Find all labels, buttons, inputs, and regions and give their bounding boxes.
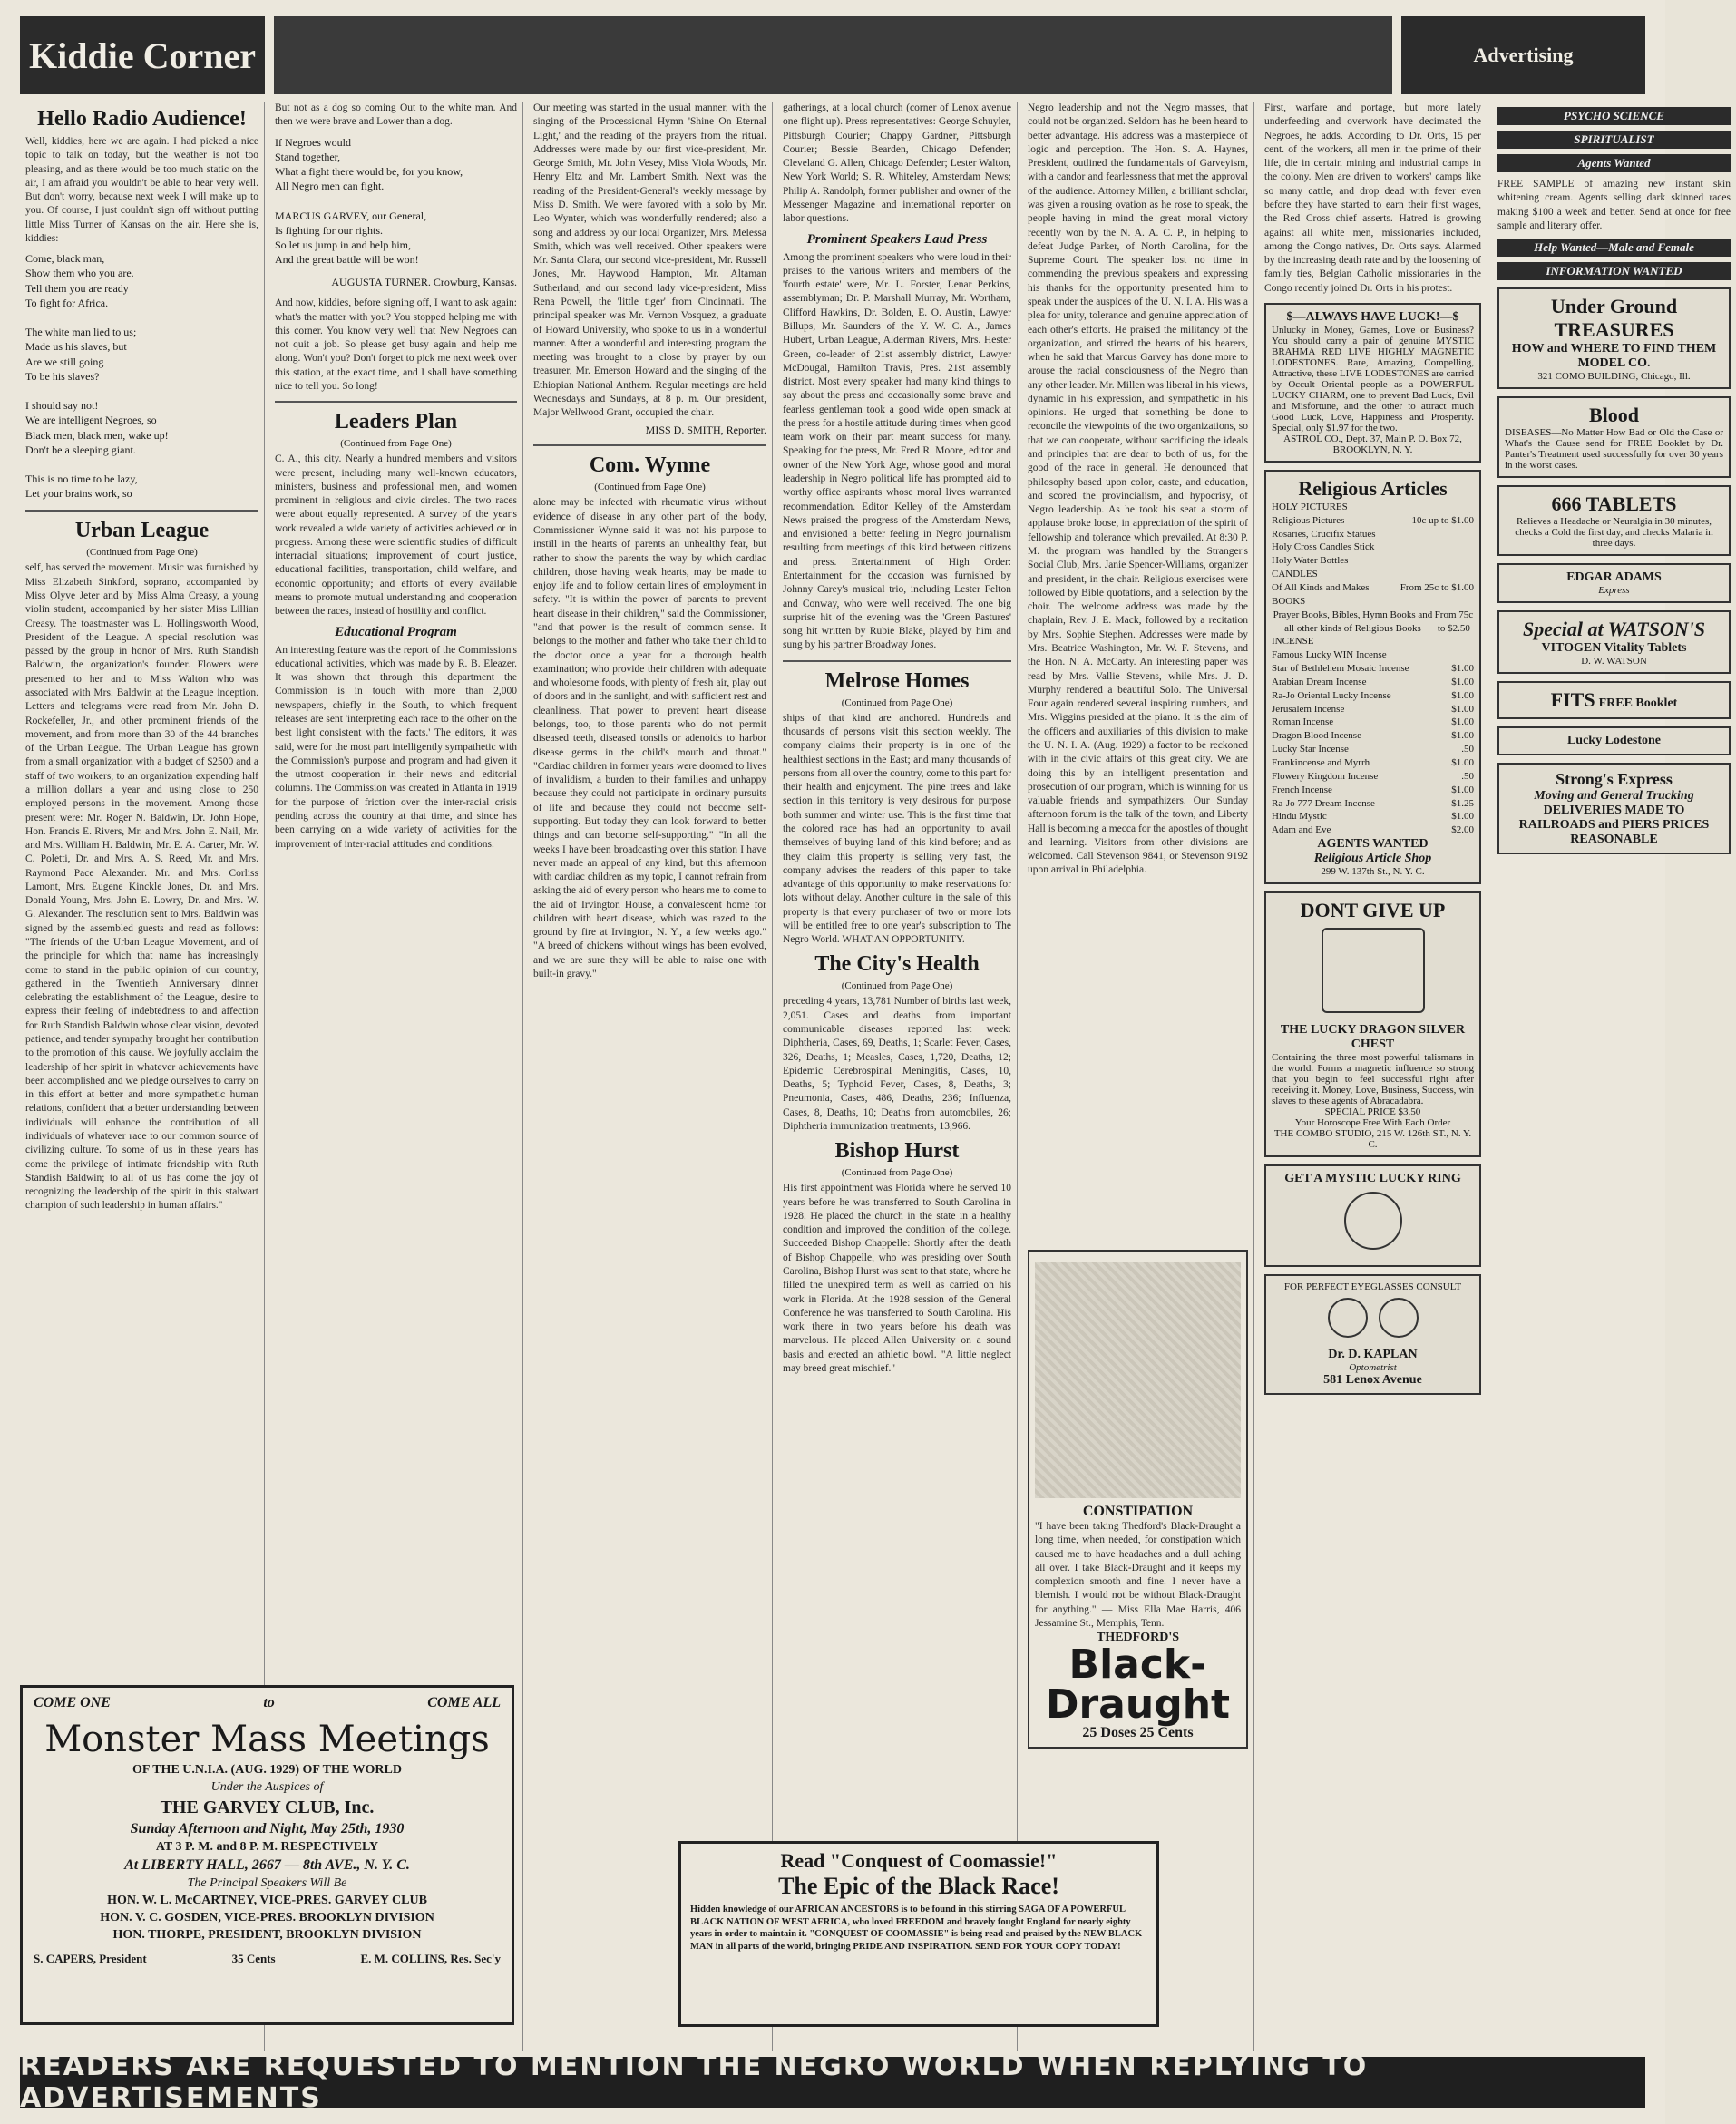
column-5: [1022, 102, 1254, 2051]
column-7: [1492, 102, 1736, 2051]
ad-body: DELIVERIES MADE TO RAILROADS and PIERS PRICES REASONABLE: [1518, 804, 1710, 847]
conquest-line1: Read "Conquest of Coomassie!": [780, 1849, 1058, 1872]
consult: FOR PERFECT EYEGLASSES CONSULT: [1283, 1281, 1462, 1293]
item-price: $2.00: [1451, 824, 1474, 836]
city-health-headline: The City's Health: [814, 952, 980, 977]
kiddie-corner-title: Kiddie Corner: [20, 16, 265, 94]
press-headline: Prominent Speakers Laud Press: [806, 231, 988, 247]
poem-line: Stand together,: [275, 150, 341, 163]
poem-signature: AUGUSTA TURNER. Crowburg, Kansas.: [331, 276, 517, 289]
price-row: [1272, 756, 1474, 770]
doctor-name: Dr. D. KAPLAN: [1328, 1348, 1418, 1362]
wynne-headline: Com. Wynne: [589, 453, 711, 478]
item-name: Rosaries, Crucifix Statues: [1272, 528, 1376, 540]
uni-meeting-body: Negro leadership and not the Negro masses, that could not be organized. Seldom has he been heard to better advantage. His address was a masterpiece of logic and perception. The Hon. S. A. Haynes, President, outlined the fundamentals of Garveyism, with a candor and fearlessness that met the approval of the audience. Attorney Millen, a brilliant scholar, was given a rousing ovation as he rose to speak, the people having in mind the great moral victory recently won by the N. A. A. C. P., in helping to defeat Judge Parker, of North Carolina, for the Supreme Court. The speaker lost no time in commending the previous speakers and expressing his thanks for the opportunity presented him to speak under the auspices of the U. N. I. A. His was a plea for unity, tolerance and genuine appreciation of each other's efforts. He praised the militancy of the organization, and stirred the hearts of his hearers, when he said that Marcus Garvey has done more to arouse the racial consciousness of the Negro than any other leader. Mr. Millen was liberal in his views, dynamic in his expression, and sympathetic in his opinions. He urged that something be done to reconcile the viewpoints of the two organizations, so that we can cooperate, without sacrificing the ideals and principles that are dear to both of us, for the good of the race in general. He denounced that philosophy based upon color, caste, and education, and scored the provincialism, and hypocrisy, of Negro leadership. As he took his seat a storm of applause broke loose, in appreciation of the spirit of fellowship and tolerance which prevailed. At 8:30 P. M. the program was handled by the Stranger's Social Club, Mrs. Janie Spencer-Williams, organizer and president, in the chair. Religious exercises were followed by Bible quotations, and a selection by the choir. The welcome address was made by the chaplain, Rev. J. E. Mack, followed by a recitation by Mrs. Sophie Stephen. Addresses were made by Mrs. Beatrice Washington, Mr. W. F. Stevens, and the Hon. N. A. McCarty. An interesting paper was read by Mrs. Vallie Stevens, while Mrs. J. D. Murphy rendered a beautiful Solo. The Universal Four again rendered several inspiring numbers, and Mrs. Wiggins presided at the piano. It is the aim of the officers and auxiliaries of this division to make the U. N. I. A. (Aug. 1929) a factor to be reckoned with in the civic affairs of this great city. We are doing this by an intelligent presentation and prosecution of our program, which is winning for us valuable friends and sympathizers. Our Sunday afternoon forum is the talk of the town, and Liberty Hall is becoming a mecca for the apostles of thought and learning. Visitors from other divisions are welcomed. Call Stevenson 9841, or Stevenson 9192 upon arrival in Philadelphia.: [1028, 102, 1248, 876]
event-place: At LIBERTY HALL, 2667 — 8th AVE., N. Y. C.: [124, 1857, 410, 1873]
column-6: [1259, 102, 1487, 2051]
poem-line: [25, 384, 258, 398]
item-name: Ra-Jo 777 Dream Incense: [1272, 797, 1375, 809]
information-header: INFORMATION WANTED: [1497, 262, 1731, 280]
wynne-body: alone may be infected with rheumatic virus without evidence of disease in any other part of the body, Commissioner Wynne said it was not his purpose to instill in the hearts of parents an unhealthy fear, but rather to show the parents the way by which cardiac children, those having weak hearts, may be made to enjoy life and to follow certain lines of employment in safety. "It is within the power of parents to prevent heart disease in their children," said the Commissioner, "and that power is the result of common sense. It belongs to the mother and father who take their child to the doctor once a year for a thorough health examination; who provide their children with adequate and wholesome foods, with plenty of fresh air, play out of doors and in the sunlight, and with sufficient rest and cleanliness. That power to prevent heart disease belongs, too, to those parents who do not permit diseased teeth, diseased tonsils or adenoids to harbor disease germs in the child's mouth and throat." "Cardiac children in former years were doomed to lives of invalidism, a burden to their families and unhappy because they could not participate in ordinary pursuits of life and because they could not become self-supporting. But today they can look forward to better things and can become self-supporting." "In all the weeks I have been broadcasting over this station I have never made an appeal of any kind, but this afternoon with cardiac children as my topic, I cannot refrain from asking the aid of every person who hears me to come to the aid of Irvington House, a convalescent home for children with heart disease, which was razed to the ground by fire at Irvington, N. Y., a few weeks ago." "A breed of chickens without wings has been evolved, and we are sure they will be able to raise one with built-in gravy.": [533, 497, 766, 980]
lucky-ring-ad: [1264, 1164, 1481, 1267]
item-price: $1.00: [1451, 811, 1474, 823]
item-price: $1.00: [1451, 716, 1474, 728]
price-row: [1272, 648, 1474, 662]
company: MODEL CO.: [1577, 356, 1651, 371]
ring-icon: [1344, 1192, 1402, 1250]
item-name: Flowery Kingdom Incense: [1272, 770, 1379, 782]
price-row: [1272, 729, 1474, 743]
continued-note: (Continued from Page One): [86, 547, 198, 559]
leaders-plan-body: C. A., this city. Nearly a hundred members and visitors were present, including many well-known educators, ministers, business and professional men, and women prominent in religious and civic circles. The two races were about equally represented. A survey of the year's work revealed a wide variety of activities achieved or in progress. Among these were scientific studies of difficult interracial situations; improvement of court justice, educational facilities, transportation, child welfare, and economic opportunity; and efforts of every available means to promote mutual understanding and cooperation between the races, instead of hostility and conflict.: [275, 453, 517, 618]
tablets-ad: [1497, 485, 1731, 556]
item-name: Religious Pictures: [1272, 514, 1345, 526]
lodestone-ad: [1497, 726, 1731, 755]
poem-line: So let us jump in and help him,: [275, 238, 411, 251]
ad-title: Special at WATSON'S: [1523, 618, 1705, 641]
conquest-body: Hidden knowledge of our AFRICAN ANCESTORS is to be found in this stirring SAGA OF A POWERFUL BLACK NATION OF WEST AFRICA, who loved FREEDOM and bravely fought England for nearly eighty years in order to maintain it. "CONQUEST OF COOMASSIE" is being read and praised by the NEW BLACK MAN in all parts of the world, bringing PRIDE AND INSPIRATION. SEND FOR YOUR COPY TODAY!: [690, 1905, 1143, 1952]
to-text: to: [263, 1695, 275, 1710]
masthead: [20, 16, 1645, 94]
press-gathering-body: gatherings, at a local church (corner of Lenox avenue one flight up). Press representatives: George Schuyler, Pittsburgh Courier; Chappy Gardner, Pittsburgh Courier; Bessie Bearden, Chicago Defender; Cleveland G. Allen, Chicago Defender; Lester Walton, New York World; S. R. Whiteley, Amsterdam News; Philip A. Randolph, former publisher and owner of the Messenger Magazine and international reporter on labor questions.: [783, 102, 1011, 225]
ad-sub: Express: [1598, 585, 1630, 597]
item-name: Lucky Star Incense: [1272, 744, 1349, 755]
educational-program-body: An interesting feature was the report of the Commission's educational activities, which was made by R. B. Eleazer. It was shown that through this department the Commission is in touch with more than 2,000 newspapers, chiefly in the South, to which frequent releases are sent 'interpreting each race to the other on the best light consistent with the facts.' The editors, it was said, were for the most part intelligently sympathetic with the Commission's purpose and program and had given it the utmost cooperation in their news and editorial columns. The Commission was created in Atlanta in 1919 for the purpose of friction over the inter-racial crisis pending across the country at that time, and since has been carrying on a wide variety of activities for the improvement of inter-racial attitudes and conditions.: [275, 644, 517, 850]
poem-line: Let your brains work, so: [25, 487, 132, 501]
divider: [783, 660, 1011, 662]
item-price: 10c up to $1.00: [1411, 514, 1474, 526]
poem-line: Tell them you are ready: [25, 281, 129, 295]
president: S. CAPERS, President: [34, 1952, 147, 1965]
item-name: Holy Cross Candles Stick: [1272, 541, 1375, 553]
ad-title: $—ALWAYS HAVE LUCK!—$: [1286, 309, 1459, 324]
urban-league-headline: Urban League: [74, 519, 210, 543]
come-all: COME ALL: [427, 1695, 501, 1710]
ad-title: 666 TABLETS: [1551, 492, 1677, 516]
item-price: $1.00: [1451, 703, 1474, 715]
ad-horoscope: Your Horoscope Free With Each Order: [1294, 1117, 1451, 1129]
poem-line: This is no time to be lazy,: [25, 473, 138, 486]
price-row: [1272, 568, 1474, 581]
hello-body: Well, kiddies, here we are again. I had picked a nice topic to talk on today, but the weather is not too pleasing, and as there would be too much static on the air, I am afraid you wouldn't be able to hear very well. But don't worry, because next week I will make up to you. Of course, I just couldn't sign off without putting little Miss Turner of Kansas on the air. Here she is, kiddies:: [25, 136, 258, 244]
dragon-icon: [1322, 928, 1425, 1013]
item-name: French Incense: [1272, 784, 1332, 795]
poem-line: All Negro men can fight.: [275, 180, 385, 193]
price-row: [1272, 689, 1474, 703]
poem-line: Made us his slaves, but: [25, 340, 127, 354]
speaker: HON. THORPE, PRESIDENT, BROOKLYN DIVISION: [112, 1928, 422, 1942]
doctor-role: Optometrist: [1349, 1362, 1397, 1374]
treasures-ad: [1497, 287, 1731, 389]
psycho-science-header: PSYCHO SCIENCE: [1497, 107, 1731, 125]
poem-line: [25, 310, 258, 325]
secretary: E. M. COLLINS, Res. Sec'y: [360, 1952, 501, 1965]
help-wanted-header: Help Wanted—Male and Female: [1497, 239, 1731, 257]
ad-body: Relieves a Headache or Neuralgia in 30 minutes, checks a Cold the first day, and checks Malaria in three days.: [1515, 516, 1713, 550]
advertising-title: Advertising: [1401, 16, 1645, 94]
price-row: [1272, 823, 1474, 837]
strongs-express-ad: [1497, 763, 1731, 854]
price-row: [1272, 501, 1474, 514]
price-row: [1272, 810, 1474, 823]
black-draught-ad: [1028, 1250, 1248, 1749]
ad-testimonial: "I have been taking Thedford's Black-Draught a long time, when needed, for constipation which caused me to have headaches and a dull aching all over. I take Black-Draught and it keeps my complexion smooth and fine. I never have a blemish. I would not be without Black-Draught for anything." — Miss Ella Mae Harris, 406 Jessamine St., Memphis, Tenn.: [1035, 1521, 1241, 1629]
item-name: Adam and Eve: [1272, 824, 1331, 836]
club-name: THE GARVEY CLUB, Inc.: [160, 1798, 375, 1817]
ad-price: SPECIAL PRICE $3.50: [1324, 1106, 1421, 1118]
poem-line: Are we still going: [25, 355, 104, 368]
item-name: BOOKS: [1272, 595, 1306, 607]
poem-line: And the great battle will be won!: [275, 253, 419, 267]
item-price: $1.00: [1451, 676, 1474, 687]
admission: 35 Cents: [231, 1952, 276, 1965]
item-name: Prayer Books, Bibles, Hymn Books and all other kinds of Religious Books: [1273, 609, 1433, 634]
item-name: Of All Kinds and Makes: [1272, 582, 1370, 593]
conquest-ad: [678, 1841, 1159, 2027]
ad-title: Strong's Express: [1556, 770, 1673, 789]
poem-line: What a fight there would be, for you know,: [275, 164, 463, 178]
meeting-report-body: Our meeting was started in the usual manner, with the singing of the Processional Hymn 'Shine On Eternal Light,' and the reading of the prayers from the ritual. Addresses were made by our first vice-president, Mr. George Smith, Mr. John Vesey, Miss Viola Woods, Mr. Henry Eltz and Mr. Lambert Smith. Next was the reading of the President-General's weekly message by Miss D. Smith. We were favored with a solo by Mr. Leo Wynter, which was wonderfully rendered; also a song and address by our local Organizer, Mrs. Melessa Smith, which was well received. Other speakers were Mr. Santa Clara, our second vice-president, Mr. Russell Jones, Mr. Haywood Hampton, Mr. Altaman Sutherland, and our second lady vice-president, Miss Rena Powell, the 'little tiger' from Cincinnati. The principal speaker was Mr. Vernon Vosquez, a graduate of Howard University, who spoke to us in a wonderful manner. After a wonderful and interesting program the meeting was brought to a close by prayer by our treasurer, Mr. Emerson Howard and the singing of the Ethiopian National Anthem. Regular meetings are held Wednesdays and Sundays, at 8 p. m. Our president, Major Wellwood Grant, occupied the chair.: [533, 102, 766, 419]
divider: [25, 510, 258, 512]
item-price: .50: [1461, 744, 1474, 755]
kaplan-ad: [1264, 1274, 1481, 1395]
poem-line: Is fighting for our rights.: [275, 223, 383, 237]
spiritualist-header: SPIRITUALIST: [1497, 131, 1731, 149]
bishop-hurst-body: His first appointment was Florida where he served 10 years before he was transferred to South Carolina in 1928. He placed the church in the state in a healthy condition and improved the condition of the college. Succeeded Bishop Chappelle: Shortly after the death of Bishop Chappelle, who was presiding over South Carolina, Bishop Hurst was sent to that state, where he filled the unexpired term as well as carried on his work in Florida. At the 1928 session of the General Conference he was transferred to South Carolina. His work there in two years before his death was marvelous. He placed Allen University on a sound basis and erected an athletic bowl. "A little neglect may breed great mischief.": [783, 1183, 1011, 1374]
price-row: [1272, 581, 1474, 595]
doctor-address: 581 Lenox Avenue: [1323, 1373, 1422, 1388]
shop-name: Religious Article Shop: [1313, 852, 1432, 866]
price-row: [1272, 541, 1474, 554]
ad-address: ASTROL CO., Dept. 37, Main P. O. Box 72, BROOKLYN, N. Y.: [1283, 433, 1462, 455]
price-row: [1272, 662, 1474, 676]
price-row: [1272, 554, 1474, 568]
poem-line: [25, 457, 258, 472]
poem-line: I should say not!: [25, 399, 99, 413]
watson-ad: [1497, 610, 1731, 674]
ad-address: THE COMBO STUDIO, 215 W. 126th ST., N. Y. C.: [1273, 1128, 1472, 1151]
item-price: From 75c to $2.50: [1434, 609, 1474, 634]
event-time: AT 3 P. M. and 8 P. M. RESPECTIVELY: [155, 1840, 379, 1854]
agents-body: FREE SAMPLE of amazing new instant skin whitening cream. Agents selling dark skinned races making $100 a week and better. Send at once for free sample and literary offer.: [1497, 179, 1731, 231]
ad-sub: Moving and General Trucking: [1534, 789, 1694, 804]
closing-note: And now, kiddies, before signing off, I want to ask again: what's the matter with you? You stopped helping me with this corner. You know very well that New Negroes can not quit a job. So please get busy again and help me along. Won't you? Don't forget to pick me next week over this station, at the exact time, and I shall have something nice to tell you. So long!: [275, 297, 517, 392]
adams-ad: [1497, 563, 1731, 603]
leaders-plan-headline: Leaders Plan: [334, 410, 458, 434]
speaker: HON. W. L. McCARTNEY, VICE-PRES. GARVEY CLUB: [107, 1894, 427, 1907]
educational-program-headline: Educational Program: [335, 624, 457, 639]
price-row: [1272, 743, 1474, 756]
price-row: [1272, 635, 1474, 648]
come-one: COME ONE: [34, 1695, 111, 1710]
poem-line: MARCUS GARVEY, our General,: [275, 209, 427, 222]
poem-line: Black men, black men, wake up!: [25, 428, 169, 442]
always-luck-ad: [1264, 303, 1481, 463]
ad-title: THE LUCKY DRAGON SILVER CHEST: [1280, 1023, 1466, 1052]
press-body: Among the prominent speakers who were loud in their praises to the various writers and members of the 'fourth estate' were, Mr. L. Forster, Lenar Perkins, assemblyman; Dr. P. Marshall Murray, Mr. Wortham, Clifford Hawkins, Dr. Bolden, E. O. Austin, Lawyer Billups, Mr. Saunders of the Y. W. C. A., James Hubert, Urban League, Alderman Rivers, Mrs. Hester Green, co-leader of 21st assembly district, Lawyer McDougal, Hamilton Travis, Pres. 21st assembly district. Most every speaker had many kind things to say about the press and occasionally some brave and fearless gentleman took a good wide open smack at the press for a hostile attitude during times when good team work on their part meant success for many. Speaking for the press, Mr. Fred R. Moore, editor and owner of the New York Age, whose good and moral leadership in Negro political life has prompted aid to worthy office aspirants whose moral lives warranted recommendation. Editor Kelley of the Amsterdam News praised the progress of the Amsterdam News, and envisioned a better feeling in Negro journalism resulting from meetings of this kind between citizens and press. Entertainment of High Order: Entertainment for the occasion was furnished by Johnny Carey's musical trio, including Lester Felton and Conway, who were well received. The one big surprise hit of the evening was the 'Green Pastures' song hit written by Rubie Blake, played by him and sung by his partner Broadway Jones.: [783, 251, 1011, 651]
poem-line: We are intelligent Negroes, so: [25, 414, 157, 427]
divider: [533, 444, 766, 446]
price-row: [1272, 676, 1474, 689]
masthead-band: [274, 16, 1392, 94]
poem-line: To fight for Africa.: [25, 296, 109, 309]
eyeglasses-icon: [1272, 1292, 1474, 1348]
ad-title: Religious Articles: [1298, 476, 1448, 500]
poem-line: [275, 193, 517, 208]
poem-1: [25, 251, 258, 501]
poem-line: Don't be a sleeping giant.: [25, 443, 136, 456]
ad-title: GET A MYSTIC LUCKY RING: [1284, 1172, 1461, 1186]
price-list: [1272, 501, 1474, 837]
item-price: $1.00: [1451, 663, 1474, 675]
item-name: Roman Incense: [1272, 716, 1334, 728]
mass-sub: OF THE U.N.I.A. (AUG. 1929) OF THE WORLD: [132, 1763, 402, 1777]
speakers-head: The Principal Speakers Will Be: [187, 1876, 347, 1890]
bishop-hurst-headline: Bishop Hurst: [834, 1139, 960, 1164]
brand-name: Black-Draught: [1045, 1642, 1231, 1729]
item-name: HOLY PICTURES: [1272, 501, 1348, 512]
address: 321 COMO BUILDING, Chicago, Ill.: [1537, 371, 1691, 383]
melrose-body: ships of that kind are anchored. Hundreds and thousands of persons visit this section weekly. The company claims their property is in one of the healthiest sections in the East; and many thousands of persons from all over the country, come to this part for their health and enjoyment. The pine trees and lake section in this territory is very desirous for purpose both summer and winter use. This is the first time that the colored race has had an opportunity to avail themselves of buying land of this kind before; and as they claim this property is selling very fast, the company advises the readers of this paper to take advantage of this opportunity to make reservations for lots without delay. Another culture in the sale of this property is that every purchaser of two or more lots will be entitled free to one year's subscription to The Negro World. WHAT AN OPPORTUNITY.: [783, 712, 1011, 946]
item-name: Ra-Jo Oriental Lucky Incense: [1272, 689, 1391, 701]
ad-title: FITS: [1550, 688, 1595, 712]
item-price: $1.00: [1451, 784, 1474, 795]
urban-league-body: self, has served the movement. Music was furnished by Miss Elizabeth Sinkford, soprano, accompanied by Miss Olyve Jeter and by Miss Alma Creasy, a young violin student, accompanied by her sister Miss Lillian Creasy. The toastmaster was L. Hollingsworth Wood, President of the League. A special resolution was passed by the group in honor of Mrs. Ruth Standish Baldwin, the organization's founder. Flowers were presented to her and to Miss Walton who was associated with Mrs. Baldwin at the League inception. Letters and telegrams were read from Mr. John D. Rockefeller, Jr., and other prominent friends of the movement, and from more than 30 of the 44 branches of the Urban League. The Urban League has grown from a small organization with a budget of $2500 and a staff of two workers, to an organization expending half a million dollars a year and using close to 250 employed persons in the movement. Among those present were: Mr. Roger N. Baldwin, Dr. John Hope, Hon. Francis E. Rivers, Mr. and Mrs. John E. Nail, Mr. and Mrs. William H. Baldwin, Mr. E. A. Carter, Mr. W. C. Poletti, Dr. and Mrs. A. S. Reed, Mr. and Mrs. Raymond Pace Alexander. Mr. and Mrs. Corliss Lamont, Mrs. Eugene Kinckle Jones, Dr. and Mrs. Donald Young, Mrs. John E. Lowry, Dr. and Mrs. W. G. Alexander. The resolution sent to Mrs. Baldwin was signed by the assembled guests and read as follows: "The friends of the Urban League Movement, and of the principle for which that name has increasingly come to stand in the public opinion of our country, gathered in the Twentieth Anniversary dinner celebrating the establishment of the League, desire to express their feeling of indebtedness to and affection for Ruth Standish Baldwin whose clear vision, devoted patience, and tender sympathy brought her contribution to the promotion of this cause. We joyfully acclaim the leadership of her spirit in whatever achievements have been accomplished and we pledge ourselves to carry on in this effort at better and more sympathetic human relations, confident that a better understanding between individuals will enhance the contribution of all individuals of whatever race to our common source of civilizing culture. To some of us in these years has come the privilege of intimate friendship with Ruth Standish Baldwin; to all of us has come the joy of recognizing the leadership of the spirit in this stalwart champion of such leadership in human affairs.": [25, 562, 258, 1212]
price-row: [1272, 716, 1474, 729]
item-name: Star of Bethlehem Mosaic Incense: [1272, 663, 1409, 675]
brand-doses: 25 Doses 25 Cents: [1082, 1725, 1194, 1741]
item-price: $1.25: [1451, 797, 1474, 809]
ad-title: EDGAR ADAMS: [1566, 570, 1662, 585]
price-row: [1272, 595, 1474, 609]
column-4: [777, 102, 1018, 2051]
poem-line: Show them who you are.: [25, 267, 134, 280]
item-name: Jerusalem Incense: [1272, 703, 1345, 715]
agents-wanted: AGENTS WANTED: [1317, 837, 1429, 852]
shop-address: 299 W. 137th St., N. Y. C.: [1321, 866, 1425, 878]
mass-footer: [34, 1952, 501, 1966]
divider: [275, 401, 517, 403]
item-name: CANDLES: [1272, 569, 1318, 580]
price-row: [1272, 784, 1474, 797]
ad-title: CONSTIPATION: [1082, 1504, 1194, 1519]
ad-body: DISEASES—No Matter How Bad or Old the Case or What's the Cause send for FREE Booklet by Dr. Panter's Treatment used successfully for over 30 years in the worst cases.: [1505, 427, 1723, 472]
product: VITOGEN Vitality Tablets: [1541, 641, 1687, 656]
come-row: [34, 1695, 501, 1711]
poem-line: Come, black man,: [25, 252, 105, 266]
continued-note: (Continued from Page One): [594, 482, 706, 493]
item-name: Arabian Dream Incense: [1272, 676, 1367, 687]
poem-line: To be his slaves?: [25, 369, 100, 383]
price-row: [1272, 514, 1474, 528]
column-3: [528, 102, 773, 2051]
blood-ad: [1497, 396, 1731, 478]
hello-headline: Hello Radio Audience!: [37, 107, 247, 131]
melrose-headline: Melrose Homes: [824, 668, 970, 693]
item-name: Famous Lucky WIN Incense: [1272, 649, 1387, 661]
item-price: $1.00: [1451, 756, 1474, 768]
poem-continued: But not as a dog so coming Out to the white man. And then we were brave and Lower than a dog.: [275, 102, 517, 128]
continued-note: (Continued from Page One): [841, 697, 953, 708]
reporter-signature: MISS D. SMITH, Reporter.: [645, 424, 766, 437]
mass-title: Monster Mass Meetings: [44, 1719, 490, 1760]
brand-line: THEDFORD'S: [1096, 1631, 1179, 1645]
agents-header: Agents Wanted: [1497, 154, 1731, 172]
ad-body: Containing the three most powerful talismans in the world. Forms a magnetic influence so strong that you begin to feel successful right after receiving it. Money, Love, Business, Success, win slaves to these agents of Abracadabra.: [1272, 1052, 1474, 1107]
fits-ad: [1497, 681, 1731, 719]
ad-title: Lucky Lodestone: [1566, 734, 1662, 748]
item-name: Frankincense and Myrrh: [1272, 756, 1370, 768]
auspices: Under the Auspices of: [210, 1780, 324, 1794]
ad-title: Blood: [1588, 404, 1640, 427]
mass-meeting-ad: [20, 1685, 514, 2025]
item-price: .50: [1461, 770, 1474, 782]
religious-articles-ad: [1264, 470, 1481, 884]
portrait-image: [1035, 1262, 1241, 1498]
price-row: [1272, 797, 1474, 811]
price-row: [1272, 703, 1474, 716]
speaker: HON. V. C. GOSDEN, VICE-PRES. BROOKLYN DIVISION: [100, 1911, 434, 1924]
continued-note: (Continued from Page One): [340, 438, 452, 450]
ad-title: Under Ground TREASURES: [1550, 295, 1678, 342]
item-name: Hindu Mystic: [1272, 811, 1327, 823]
ad-free: FREE Booklet: [1598, 697, 1678, 711]
item-price: $1.00: [1451, 689, 1474, 701]
dont-give-up: DONT GIVE UP: [1300, 899, 1446, 922]
price-row: [1272, 609, 1474, 636]
price-row: [1272, 770, 1474, 784]
city-health-body: preceding 4 years, 13,781 Number of births last week, 2,051. Cases and deaths from important communicable diseases reported last week: Diphtheria, Cases, 69, Deaths, 1; Scarlet Fever, Cases, 326, Deaths, 1; Measles, Cases, 1,720, Deaths, 12; Epidemic Cerebrospinal Meningitis, Cases, 10, Deaths, 5; Typhoid Fever, Cases, 8, Deaths, 3; Pneumonia, Cases, 486, Deaths, 236; Influenza, Cases, 8, Deaths, 10; Deaths from automobiles, 26; Diphtheria immunization treatments, 13,966.: [783, 996, 1011, 1132]
bottom-banner: READERS ARE REQUESTED TO MENTION THE NEGRO WORLD WHEN REPLYING TO ADVERTISEMENTS: [20, 2057, 1645, 2108]
event-date: Sunday Afternoon and Night, May 25th, 1930: [130, 1821, 405, 1837]
seller: D. W. WATSON: [1581, 656, 1647, 667]
item-name: Dragon Blood Incense: [1272, 730, 1361, 742]
item-price: $1.00: [1451, 730, 1474, 742]
poem-line: If Negroes would: [275, 135, 351, 149]
poem-2: [275, 135, 517, 268]
lucky-dragon-ad: [1264, 891, 1481, 1157]
price-row: [1272, 528, 1474, 541]
congo-body: First, warfare and portage, but more lately underfeeding and overwork have decimated the Negroes, he adds. According to Dr. Orts, 15 per cent. of the workers, all men in the prime of their life, die in certain mining and industrial camps in the colony. Men are driven to workers' camps like so many cattle, and drop dead with fever even before they have started to earn their first wages, the Red Cross chief asserts. Hatred is growing against all white men, missionaries included, among the Congo natives, Dr. Orts says. Alarmed by the increasing death rate and by the loosening of family ties, Belgian Catholic missionaries in the Congo recently joined Dr. Orts in his protest.: [1264, 102, 1481, 294]
item-price: From 25c to $1.00: [1400, 582, 1474, 593]
item-name: INCENSE: [1272, 636, 1314, 648]
poem-line: The white man lied to us;: [25, 326, 137, 339]
item-name: Holy Water Bottles: [1272, 555, 1349, 567]
continued-note: (Continued from Page One): [841, 1167, 953, 1179]
ad-sub: HOW and WHERE TO FIND THEM: [1511, 342, 1717, 356]
conquest-line2: The Epic of the Black Race!: [778, 1873, 1059, 1899]
continued-note: (Continued from Page One): [841, 980, 953, 992]
ad-body: Unlucky in Money, Games, Love or Business? You should carry a pair of genuine MYSTIC BRAHMA RED LIVE HIGHLY MAGNETIC LODESTONES. Rare, Amazing, Compelling, Attractive, these LIVE LODESTONES are carried by Occult Oriental people as a POWERFUL LUCKY CHARM, one to prevent Bad Luck, Evil and Misfortune, and the other to attract much Good Luck, Love, Happiness and Prosperity. Special, only $1.97 for the two.: [1272, 324, 1474, 434]
